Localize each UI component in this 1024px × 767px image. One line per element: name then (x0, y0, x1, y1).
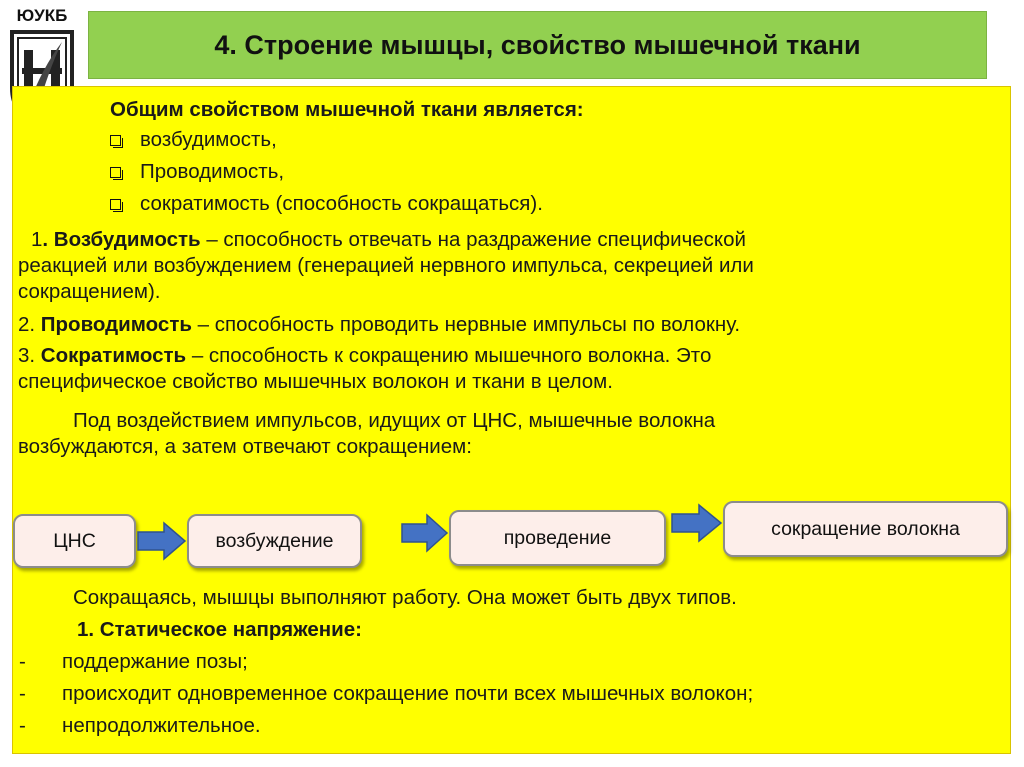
prop2-num: 2. (18, 313, 41, 336)
title-bar (88, 11, 987, 79)
flow-box-cns: ЦНС (13, 514, 136, 568)
prop1-term: . Возбудимость (42, 228, 201, 251)
intro-item: сократимость (способность сокращаться). (140, 192, 543, 215)
dash: - (19, 650, 26, 673)
checkbox-icon (110, 135, 121, 146)
flow-box-conduction: проведение (449, 510, 666, 566)
dash: - (19, 682, 26, 705)
intro-heading: Общим свойством мышечной ткани является: (110, 98, 584, 121)
flow-box-contraction: сокращение волокна (723, 501, 1008, 557)
prop1-num: 1 (31, 228, 43, 251)
prop1-line3: сокращением). (18, 280, 161, 303)
prop2-def: – способность проводить нервные импульсы по волокну. (191, 313, 741, 336)
work-item: непродолжительное. (62, 714, 261, 737)
prop3-line1 (18, 343, 711, 369)
paragraph-line2: возбуждаются, а затем отвечают сокращением: (18, 435, 472, 458)
slide-title: 4. Строение мышцы, свойство мышечной ткани (214, 29, 861, 60)
intro-item: возбудимость, (140, 128, 277, 151)
checkbox-icon (110, 199, 121, 210)
prop2-line (18, 312, 740, 338)
prop3-term: Сократимость (40, 344, 187, 367)
work-item: происходит одновременное сокращение почти всех мышечных волокон; (62, 682, 754, 705)
prop1-def: – способность отвечать на раздражение специфической (200, 228, 746, 251)
intro-item: Проводимость, (140, 160, 285, 183)
content-area (12, 86, 1011, 754)
checkbox-icon (110, 167, 121, 178)
flow-box-excitation: возбуждение (187, 514, 362, 568)
prop1-line2: реакцией или возбуждением (генерацией нервного импульса, секрецией или (18, 254, 754, 277)
logo-text: ЮУКБ (16, 6, 68, 25)
prop3-line2: специфическое свойство мышечных волокон и ткани в целом. (18, 370, 613, 393)
arrow-right-icon (401, 513, 449, 553)
prop2-term: Проводимость (40, 313, 192, 336)
work-sentence: Сокращаясь, мышцы выполняют работу. Она может быть двух типов. (73, 586, 737, 609)
prop3-def: – способность к сокращению мышечного волокна. Это (186, 344, 712, 367)
arrow-right-icon (137, 521, 187, 561)
prop1-line1 (31, 227, 746, 253)
dash: - (19, 714, 26, 737)
work-item: поддержание позы; (62, 650, 248, 673)
work-type1: 1. Статическое напряжение: (77, 618, 362, 641)
arrow-right-icon (671, 503, 723, 543)
paragraph-line1: Под воздействием импульсов, идущих от ЦНС, мышечные волокна (73, 409, 716, 432)
prop3-num: 3. (18, 344, 41, 367)
